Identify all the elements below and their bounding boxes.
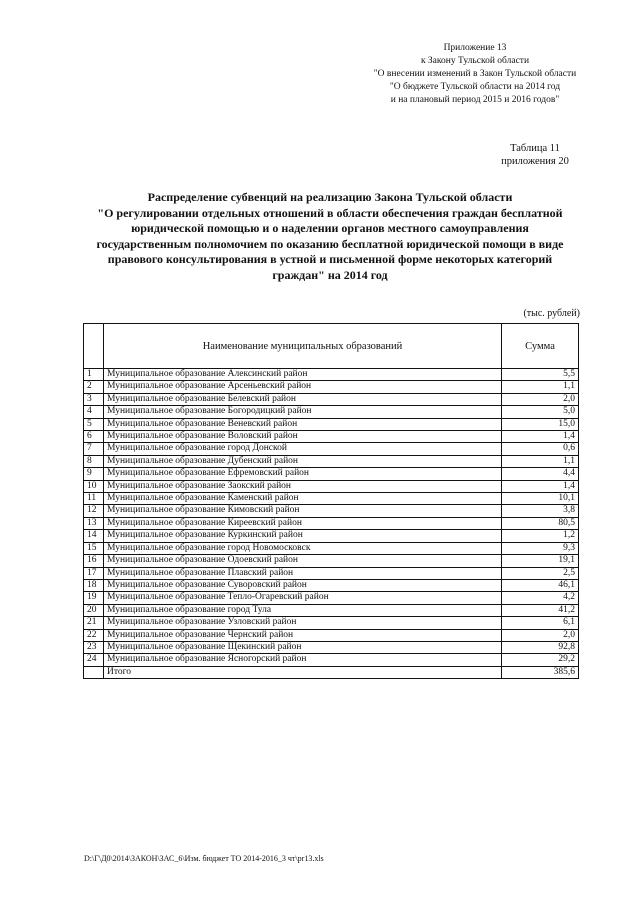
row-name: Муниципальное образование Ефремовский район <box>104 468 502 480</box>
table-reference-line: приложения 20 <box>501 156 569 167</box>
row-name: Муниципальное образование Одоевский район <box>104 555 502 567</box>
header-num <box>84 324 104 369</box>
document-title <box>80 190 580 283</box>
total-label: Итого <box>104 666 502 678</box>
file-path-footer: D:\Г\Д0\2014\ЗАКОН\ЗАС_6\Изм. бюджет ТО 2014-2016_3 чт\pr13.xls <box>84 854 324 863</box>
table-row <box>84 493 579 505</box>
table-row <box>84 505 579 517</box>
row-number: 20 <box>84 604 104 616</box>
annex-line: "О внесении изменений в Закон Тульской области <box>373 69 577 79</box>
row-sum: 10,1 <box>502 493 579 505</box>
row-sum: 5,5 <box>502 369 579 381</box>
row-name: Муниципальное образование Ясногорский район <box>104 654 502 666</box>
row-number: 11 <box>84 493 104 505</box>
row-number: 12 <box>84 505 104 517</box>
row-sum: 2,5 <box>502 567 579 579</box>
row-sum: 80,5 <box>502 517 579 529</box>
table-row <box>84 555 579 567</box>
row-sum: 1,4 <box>502 480 579 492</box>
row-name: Муниципальное образование Воловский район <box>104 431 502 443</box>
row-name: Муниципальное образование Белевский район <box>104 393 502 405</box>
row-sum: 6,1 <box>502 617 579 629</box>
row-name: Муниципальное образование город Новомосковск <box>104 542 502 554</box>
table-row <box>84 530 579 542</box>
table-total-row <box>84 666 579 678</box>
row-sum: 29,2 <box>502 654 579 666</box>
row-name: Муниципальное образование Суворовский район <box>104 579 502 591</box>
row-name: Муниципальное образование Плавский район <box>104 567 502 579</box>
row-name: Муниципальное образование город Тула <box>104 604 502 616</box>
subsidy-table <box>83 323 579 679</box>
total-number-cell <box>84 666 104 678</box>
row-sum: 4,2 <box>502 592 579 604</box>
row-sum: 1,1 <box>502 455 579 467</box>
row-name: Муниципальное образование Узловский район <box>104 617 502 629</box>
row-number: 14 <box>84 530 104 542</box>
annex-line: "О бюджете Тульской области на 2014 год <box>389 82 561 92</box>
table-row <box>84 443 579 455</box>
row-sum: 41,2 <box>502 604 579 616</box>
table-row <box>84 579 579 591</box>
row-name: Муниципальное образование Дубенский район <box>104 455 502 467</box>
annex-line: Приложение 13 <box>443 43 507 53</box>
row-name: Муниципальное образование Заокский район <box>104 480 502 492</box>
table-row <box>84 592 579 604</box>
title-line: Распределение субвенций на реализацию Закона Тульской области <box>147 190 513 204</box>
row-number: 24 <box>84 654 104 666</box>
row-sum: 5,0 <box>502 406 579 418</box>
table-row <box>84 455 579 467</box>
row-name: Муниципальное образование Кимовский район <box>104 505 502 517</box>
row-number: 19 <box>84 592 104 604</box>
header-name: Наименование муниципальных образований <box>104 324 502 369</box>
table-row <box>84 567 579 579</box>
row-number: 17 <box>84 567 104 579</box>
row-sum: 9,3 <box>502 542 579 554</box>
table-row <box>84 517 579 529</box>
row-number: 5 <box>84 418 104 430</box>
row-name: Муниципальное образование Алексинский район <box>104 369 502 381</box>
table-row <box>84 641 579 653</box>
row-name: Муниципальное образование Веневский район <box>104 418 502 430</box>
row-name: Муниципальное образование Киреевский район <box>104 517 502 529</box>
table-row <box>84 617 579 629</box>
row-number: 22 <box>84 629 104 641</box>
table-header-row <box>84 324 579 369</box>
table-row <box>84 418 579 430</box>
row-sum: 2,0 <box>502 393 579 405</box>
row-number: 9 <box>84 468 104 480</box>
row-sum: 15,0 <box>502 418 579 430</box>
row-number: 4 <box>84 406 104 418</box>
title-line: государственным полномочием по оказанию бесплатной юридической помощи в виде <box>96 236 564 251</box>
row-sum: 19,1 <box>502 555 579 567</box>
row-sum: 1,4 <box>502 431 579 443</box>
row-sum: 1,1 <box>502 381 579 393</box>
table-reference <box>490 142 580 168</box>
row-sum: 2,0 <box>502 629 579 641</box>
row-number: 15 <box>84 542 104 554</box>
annex-line: к Закону Тульской области <box>420 56 530 66</box>
table-row <box>84 393 579 405</box>
table-row <box>84 629 579 641</box>
header-sum: Сумма <box>502 324 579 369</box>
table-row <box>84 381 579 393</box>
row-number: 8 <box>84 455 104 467</box>
row-sum: 92,8 <box>502 641 579 653</box>
row-number: 1 <box>84 369 104 381</box>
row-number: 16 <box>84 555 104 567</box>
table-row <box>84 654 579 666</box>
table-row <box>84 542 579 554</box>
table-row <box>84 468 579 480</box>
row-number: 13 <box>84 517 104 529</box>
row-sum: 46,1 <box>502 579 579 591</box>
row-sum: 3,8 <box>502 505 579 517</box>
row-sum: 4,4 <box>502 468 579 480</box>
annex-line: и на плановый период 2015 и 2016 годов" <box>390 95 560 105</box>
row-name: Муниципальное образование Тепло-Огаревский район <box>104 592 502 604</box>
row-number: 23 <box>84 641 104 653</box>
row-number: 2 <box>84 381 104 393</box>
row-number: 18 <box>84 579 104 591</box>
row-sum: 1,2 <box>502 530 579 542</box>
row-number: 3 <box>84 393 104 405</box>
table-row <box>84 406 579 418</box>
row-number: 7 <box>84 443 104 455</box>
row-name: Муниципальное образование город Донской <box>104 443 502 455</box>
annex-header <box>330 42 620 107</box>
table-row <box>84 431 579 443</box>
row-name: Муниципальное образование Каменский район <box>104 493 502 505</box>
row-name: Муниципальное образование Арсеньевский район <box>104 381 502 393</box>
row-number: 21 <box>84 617 104 629</box>
title-line: "О регулировании отдельных отношений в области обеспечения граждан бесплатной <box>97 205 563 220</box>
row-name: Муниципальное образование Куркинский район <box>104 530 502 542</box>
row-sum: 0,6 <box>502 443 579 455</box>
row-number: 6 <box>84 431 104 443</box>
row-number: 10 <box>84 480 104 492</box>
table-row <box>84 369 579 381</box>
table-row <box>84 604 579 616</box>
units-label: (тыс. рублей) <box>523 308 580 319</box>
total-sum: 385,6 <box>502 666 579 678</box>
table-reference-line: Таблица 11 <box>510 143 560 154</box>
row-name: Муниципальное образование Богородицкий район <box>104 406 502 418</box>
title-line: правового консультирования в устной и письменной форме некоторых категорий <box>107 252 553 266</box>
table-row <box>84 480 579 492</box>
row-name: Муниципальное образование Щекинский район <box>104 641 502 653</box>
row-name: Муниципальное образование Чернский район <box>104 629 502 641</box>
title-line: граждан" на 2014 год <box>272 267 388 282</box>
title-line: юридической помощью и о наделении органов местного самоуправления <box>131 221 529 235</box>
